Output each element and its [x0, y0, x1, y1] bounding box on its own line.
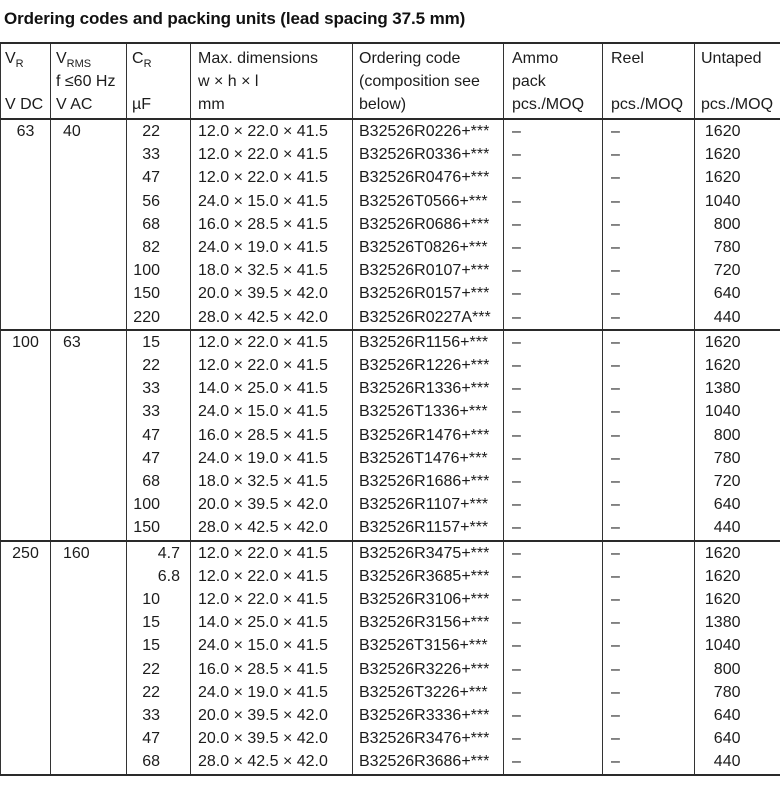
cell-ammo-pack: –: [504, 750, 603, 774]
cell-reel: –: [603, 377, 695, 400]
cell-ordering-code: B32526R0227A***: [353, 306, 504, 330]
cell-untaped: 780: [695, 236, 780, 259]
col-header-reel: [603, 43, 695, 119]
cell-ammo-pack: –: [504, 377, 603, 400]
cell-untaped: 640: [695, 282, 780, 305]
cell-untaped: 720: [695, 470, 780, 493]
cell-capacitance: 33: [127, 377, 191, 400]
cell-ammo-pack: –: [504, 493, 603, 516]
cell-untaped: 640: [695, 704, 780, 727]
header-line: f ≤60 Hz: [56, 70, 126, 93]
voltage-group-250: [1, 541, 780, 775]
cell-untaped: 1620: [695, 166, 780, 189]
cell-untaped: 1620: [695, 354, 780, 377]
cell-capacitance: 22: [127, 119, 191, 143]
header-line: Max. dimensions: [198, 47, 352, 70]
cell-capacitance: 68: [127, 213, 191, 236]
cell-dimensions: 24.0 × 15.0 × 41.5: [191, 634, 353, 657]
header-line: [611, 70, 694, 93]
cell-ammo-pack: –: [504, 400, 603, 423]
header-row: [1, 43, 780, 119]
header-line: Ammo: [512, 47, 602, 70]
cell-ammo-pack: –: [504, 213, 603, 236]
cell-ordering-code: B32526R0476+***: [353, 166, 504, 189]
cell-capacitance: 15: [127, 611, 191, 634]
cell-capacitance: 100: [127, 259, 191, 282]
cell-ordering-code: B32526T3226+***: [353, 681, 504, 704]
cell-dimensions: 12.0 × 22.0 × 41.5: [191, 354, 353, 377]
cell-untaped: 1380: [695, 611, 780, 634]
cell-ordering-code: B32526R1336+***: [353, 377, 504, 400]
cell-capacitance: 6.8: [127, 565, 191, 588]
cell-reel: –: [603, 354, 695, 377]
cell-ordering-code: B32526R3106+***: [353, 588, 504, 611]
cell-ordering-code: B32526R3476+***: [353, 727, 504, 750]
cell-capacitance: 82: [127, 236, 191, 259]
cell-dimensions: 20.0 × 39.5 × 42.0: [191, 704, 353, 727]
cell-vac: 160: [51, 541, 127, 775]
cell-dimensions: 20.0 × 39.5 × 42.0: [191, 727, 353, 750]
cell-capacitance: 47: [127, 166, 191, 189]
col-header-ordering-code: [353, 43, 504, 119]
cell-vac: 63: [51, 330, 127, 541]
cell-ammo-pack: –: [504, 565, 603, 588]
cell-reel: –: [603, 424, 695, 447]
cell-ordering-code: B32526T0566+***: [353, 190, 504, 213]
header-symbol-vrms: $V_{RMS}$: [56, 47, 126, 70]
cell-untaped: 1620: [695, 588, 780, 611]
cell-reel: –: [603, 493, 695, 516]
cell-reel: –: [603, 611, 695, 634]
cell-reel: –: [603, 236, 695, 259]
cell-ordering-code: B32526R3685+***: [353, 565, 504, 588]
table-row: [1, 119, 780, 143]
cell-ammo-pack: –: [504, 727, 603, 750]
cell-ammo-pack: –: [504, 282, 603, 305]
cell-reel: –: [603, 634, 695, 657]
cell-reel: –: [603, 588, 695, 611]
cell-reel: –: [603, 166, 695, 189]
cell-ammo-pack: –: [504, 330, 603, 354]
cell-ordering-code: B32526R3226+***: [353, 658, 504, 681]
cell-dimensions: 20.0 × 39.5 × 42.0: [191, 493, 353, 516]
cell-untaped: 800: [695, 424, 780, 447]
cell-ammo-pack: –: [504, 516, 603, 540]
header-unit: mm: [198, 93, 352, 116]
cell-dimensions: 14.0 × 25.0 × 41.5: [191, 611, 353, 634]
header-unit: pcs./MOQ: [611, 93, 694, 116]
cell-capacitance: 22: [127, 658, 191, 681]
cell-capacitance: 15: [127, 330, 191, 354]
cell-ammo-pack: –: [504, 424, 603, 447]
cell-dimensions: 12.0 × 22.0 × 41.5: [191, 143, 353, 166]
cell-dimensions: 12.0 × 22.0 × 41.5: [191, 588, 353, 611]
cell-dimensions: 14.0 × 25.0 × 41.5: [191, 377, 353, 400]
cell-untaped: 780: [695, 447, 780, 470]
header-line: [701, 70, 780, 93]
table-row: [1, 330, 780, 354]
cell-ordering-code: B32526T1336+***: [353, 400, 504, 423]
cell-capacitance: 33: [127, 704, 191, 727]
cell-untaped: 1380: [695, 377, 780, 400]
cell-reel: –: [603, 541, 695, 565]
cell-ordering-code: B32526R0157+***: [353, 282, 504, 305]
header-line: below): [359, 93, 503, 116]
cell-ordering-code: B32526T1476+***: [353, 447, 504, 470]
col-header-ammo-pack: [504, 43, 603, 119]
cell-reel: –: [603, 400, 695, 423]
cell-ordering-code: B32526R1156+***: [353, 330, 504, 354]
header-unit: V AC: [56, 93, 126, 116]
cell-reel: –: [603, 750, 695, 774]
cell-ammo-pack: –: [504, 634, 603, 657]
table-row: [1, 541, 780, 565]
cell-dimensions: 12.0 × 22.0 × 41.5: [191, 565, 353, 588]
cell-capacitance: 150: [127, 516, 191, 540]
cell-dimensions: 18.0 × 32.5 × 41.5: [191, 259, 353, 282]
cell-untaped: 1620: [695, 541, 780, 565]
cell-untaped: 800: [695, 213, 780, 236]
header-line: pack: [512, 70, 602, 93]
subscript: R: [144, 58, 152, 70]
header-line: Untaped: [701, 47, 780, 70]
cell-untaped: 720: [695, 259, 780, 282]
cell-untaped: 1040: [695, 400, 780, 423]
cell-dimensions: 28.0 × 42.5 × 42.0: [191, 516, 353, 540]
cell-untaped: 440: [695, 516, 780, 540]
col-header-dimensions: [191, 43, 353, 119]
cell-ordering-code: B32526R0226+***: [353, 119, 504, 143]
cell-dimensions: 24.0 × 15.0 × 41.5: [191, 400, 353, 423]
cell-dimensions: 16.0 × 28.5 × 41.5: [191, 658, 353, 681]
col-header-vr: [1, 43, 51, 119]
cell-vdc: 63: [1, 119, 51, 330]
cell-ordering-code: B32526R1476+***: [353, 424, 504, 447]
cell-capacitance: 68: [127, 470, 191, 493]
cell-untaped: 440: [695, 306, 780, 330]
cell-dimensions: 12.0 × 22.0 × 41.5: [191, 119, 353, 143]
cell-ammo-pack: –: [504, 681, 603, 704]
header-unit: µF: [132, 93, 190, 116]
cell-capacitance: 56: [127, 190, 191, 213]
cell-vdc: 100: [1, 330, 51, 541]
table-header: [1, 43, 780, 119]
cell-vdc: 250: [1, 541, 51, 775]
header-unit: pcs./MOQ: [701, 93, 780, 116]
header-line: Ordering code: [359, 47, 503, 70]
header-line: Reel: [611, 47, 694, 70]
cell-capacitance: 47: [127, 727, 191, 750]
cell-capacitance: 100: [127, 493, 191, 516]
cell-ammo-pack: –: [504, 166, 603, 189]
cell-reel: –: [603, 727, 695, 750]
cell-dimensions: 24.0 × 15.0 × 41.5: [191, 190, 353, 213]
cell-ammo-pack: –: [504, 611, 603, 634]
cell-dimensions: 12.0 × 22.0 × 41.5: [191, 541, 353, 565]
cell-dimensions: 24.0 × 19.0 × 41.5: [191, 236, 353, 259]
subscript: RMS: [67, 58, 91, 70]
cell-reel: –: [603, 190, 695, 213]
cell-untaped: 440: [695, 750, 780, 774]
cell-capacitance: 33: [127, 400, 191, 423]
cell-untaped: 1620: [695, 565, 780, 588]
cell-ordering-code: B32526R0336+***: [353, 143, 504, 166]
cell-dimensions: 24.0 × 19.0 × 41.5: [191, 447, 353, 470]
cell-dimensions: 24.0 × 19.0 × 41.5: [191, 681, 353, 704]
cell-reel: –: [603, 565, 695, 588]
cell-reel: –: [603, 282, 695, 305]
cell-dimensions: 18.0 × 32.5 × 41.5: [191, 470, 353, 493]
cell-dimensions: 28.0 × 42.5 × 42.0: [191, 750, 353, 774]
voltage-group-100: [1, 330, 780, 541]
cell-ammo-pack: –: [504, 658, 603, 681]
cell-reel: –: [603, 470, 695, 493]
cell-ammo-pack: –: [504, 236, 603, 259]
cell-reel: –: [603, 143, 695, 166]
cell-ammo-pack: –: [504, 190, 603, 213]
cell-capacitance: 4.7: [127, 541, 191, 565]
col-header-vrms: [51, 43, 127, 119]
header-symbol-cr: $C_R$: [132, 47, 190, 70]
page-title: Ordering codes and packing units (lead spacing 37.5 mm): [4, 9, 780, 29]
cell-capacitance: 150: [127, 282, 191, 305]
cell-ordering-code: B32526R0107+***: [353, 259, 504, 282]
cell-reel: –: [603, 681, 695, 704]
cell-capacitance: 22: [127, 354, 191, 377]
cell-ammo-pack: –: [504, 541, 603, 565]
cell-dimensions: 12.0 × 22.0 × 41.5: [191, 330, 353, 354]
header-line: [5, 70, 50, 93]
cell-ammo-pack: –: [504, 354, 603, 377]
cell-untaped: 1040: [695, 190, 780, 213]
cell-ordering-code: B32526R3336+***: [353, 704, 504, 727]
cell-capacitance: 47: [127, 424, 191, 447]
cell-dimensions: 16.0 × 28.5 × 41.5: [191, 213, 353, 236]
cell-reel: –: [603, 119, 695, 143]
cell-capacitance: 22: [127, 681, 191, 704]
cell-ammo-pack: –: [504, 306, 603, 330]
cell-reel: –: [603, 213, 695, 236]
cell-dimensions: 12.0 × 22.0 × 41.5: [191, 166, 353, 189]
cell-ammo-pack: –: [504, 143, 603, 166]
cell-ordering-code: B32526R1157+***: [353, 516, 504, 540]
voltage-group-63: [1, 119, 780, 330]
cell-ordering-code: B32526R3475+***: [353, 541, 504, 565]
col-header-cr: [127, 43, 191, 119]
cell-untaped: 800: [695, 658, 780, 681]
cell-capacitance: 68: [127, 750, 191, 774]
cell-reel: –: [603, 259, 695, 282]
subscript: R: [16, 58, 24, 70]
cell-capacitance: 15: [127, 634, 191, 657]
cell-ordering-code: B32526T0826+***: [353, 236, 504, 259]
header-symbol-vr: $V_R$: [5, 47, 50, 70]
cell-ordering-code: B32526R3156+***: [353, 611, 504, 634]
cell-ammo-pack: –: [504, 588, 603, 611]
cell-ammo-pack: –: [504, 704, 603, 727]
cell-dimensions: 16.0 × 28.5 × 41.5: [191, 424, 353, 447]
ordering-table: [0, 42, 780, 776]
cell-vac: 40: [51, 119, 127, 330]
cell-untaped: 1620: [695, 119, 780, 143]
cell-dimensions: 20.0 × 39.5 × 42.0: [191, 282, 353, 305]
cell-ordering-code: B32526R1107+***: [353, 493, 504, 516]
cell-ammo-pack: –: [504, 447, 603, 470]
cell-ordering-code: B32526R1686+***: [353, 470, 504, 493]
header-line: (composition see: [359, 70, 503, 93]
cell-ordering-code: B32526T3156+***: [353, 634, 504, 657]
cell-untaped: 640: [695, 493, 780, 516]
header-line: w × h × l: [198, 70, 352, 93]
cell-capacitance: 47: [127, 447, 191, 470]
cell-ammo-pack: –: [504, 470, 603, 493]
header-unit: pcs./MOQ: [512, 93, 602, 116]
cell-reel: –: [603, 516, 695, 540]
header-line: [132, 70, 190, 93]
cell-untaped: 780: [695, 681, 780, 704]
col-header-untaped: [695, 43, 780, 119]
cell-reel: –: [603, 306, 695, 330]
cell-untaped: 640: [695, 727, 780, 750]
cell-ordering-code: B32526R3686+***: [353, 750, 504, 774]
cell-reel: –: [603, 447, 695, 470]
cell-untaped: 1040: [695, 634, 780, 657]
cell-capacitance: 33: [127, 143, 191, 166]
cell-ordering-code: B32526R0686+***: [353, 213, 504, 236]
cell-ordering-code: B32526R1226+***: [353, 354, 504, 377]
cell-capacitance: 220: [127, 306, 191, 330]
cell-capacitance: 10: [127, 588, 191, 611]
cell-reel: –: [603, 704, 695, 727]
cell-untaped: 1620: [695, 330, 780, 354]
cell-untaped: 1620: [695, 143, 780, 166]
cell-dimensions: 28.0 × 42.5 × 42.0: [191, 306, 353, 330]
cell-reel: –: [603, 330, 695, 354]
cell-reel: –: [603, 658, 695, 681]
header-unit: V DC: [5, 93, 50, 116]
cell-ammo-pack: –: [504, 259, 603, 282]
cell-ammo-pack: –: [504, 119, 603, 143]
